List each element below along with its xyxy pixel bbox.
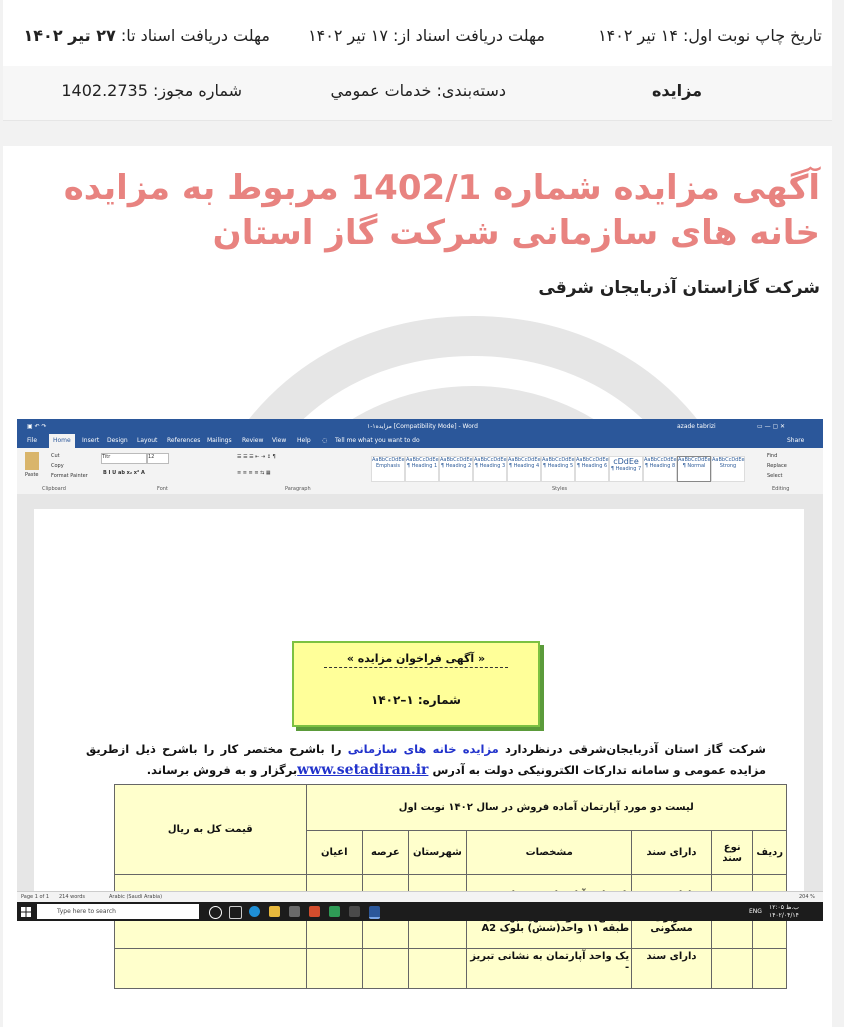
copy-button[interactable]: Copy xyxy=(51,463,64,469)
font-name-select[interactable]: Titr xyxy=(101,453,147,464)
meta-dates-row xyxy=(3,0,832,66)
replace-button[interactable]: Replace xyxy=(767,463,787,469)
row-build xyxy=(306,949,362,989)
style-strong[interactable] xyxy=(711,456,745,482)
article-card xyxy=(3,146,832,1027)
receive-until-value: ۲۷ تیر ۱۴۰۲ xyxy=(23,26,116,45)
para-part-2: را باشرح مختصر کار را باشرح ذیل ازطریق مزایده عمومی و سامانه تدارکات الکترونیکی دولت به آدرس xyxy=(86,742,766,777)
header-desc: مشخصات xyxy=(467,831,632,875)
cut-button[interactable]: Cut xyxy=(51,453,60,459)
meta-info-row xyxy=(3,66,832,120)
clipboard-group-label: Clipboard xyxy=(42,486,66,492)
windows-taskbar xyxy=(17,902,823,921)
row-city xyxy=(408,949,467,989)
format-painter-button[interactable]: Format Painter xyxy=(51,473,88,479)
article-subtitle: شرکت گازاستان آذربایجان شرقی xyxy=(538,278,820,298)
row-desc: یک واحد آپارتمان به نشانی تبریز - xyxy=(467,949,632,989)
tab-review[interactable]: Review xyxy=(242,437,264,444)
style-preview: AaBbCcDdEe xyxy=(440,457,473,463)
setadiran-link[interactable]: www.setadiran.ir xyxy=(297,762,429,778)
format-buttons[interactable]: B I U ab x₂ x² A xyxy=(103,470,145,476)
style-preview: AaBbCcDdEe xyxy=(712,457,745,463)
article-title: آگهی مزایده شماره 1402/1 مربوط به مزایده خانه های سازمانی شرکت گاز استان xyxy=(63,168,820,253)
style-name: ¶ Heading 8 xyxy=(644,463,676,469)
style-heading-3[interactable] xyxy=(473,456,507,482)
style-heading-2[interactable] xyxy=(439,456,473,482)
paste-button[interactable]: Paste xyxy=(25,472,39,478)
row-doc: دارای سند xyxy=(632,949,712,989)
word-count[interactable]: 214 words xyxy=(59,894,86,900)
notice-box-divider xyxy=(324,667,508,668)
paragraph-buttons[interactable]: ☰ ☰ ☰ ⇤ ⇥ ↕ ¶ xyxy=(237,454,276,460)
listing-table xyxy=(114,784,787,989)
auction-type: مزایده xyxy=(651,81,702,100)
tab-references[interactable]: References xyxy=(167,437,201,444)
notice-box xyxy=(292,641,540,727)
para-part-1: شرکت گاز استان آذربایجان‌شرقی درنظردارد xyxy=(504,742,766,756)
style-name: ¶ Heading 6 xyxy=(576,463,608,469)
header-land: عرصه xyxy=(362,831,408,875)
notice-box-title: « آگهی فراخوان مزایده » xyxy=(346,652,486,665)
paragraph-group-label: Paragraph xyxy=(285,486,311,492)
header-build: اعیان xyxy=(306,831,362,875)
font-size-select[interactable]: 12 xyxy=(147,453,169,464)
tab-layout[interactable]: Layout xyxy=(137,437,158,444)
ribbon-tabs xyxy=(17,434,823,448)
taskbar-search[interactable] xyxy=(37,904,199,919)
receive-until-date xyxy=(24,26,270,45)
style-heading-1[interactable] xyxy=(405,456,439,482)
row-desc: طبقه ۱۱ واحد(شش) بلوک A2 xyxy=(467,875,632,949)
category: دسته‌بندی: خدمات عمومي xyxy=(330,81,506,100)
taskbar-search-placeholder: Type here to search xyxy=(57,908,116,915)
para-part-3: برگزار و به فروش برساند. xyxy=(146,763,298,777)
style-preview: AaBbCcDdEe xyxy=(644,457,677,463)
table-row xyxy=(115,949,787,989)
auction-meta xyxy=(3,0,832,121)
save-icon: ▣ ↶ ↷ xyxy=(27,423,47,430)
row-index xyxy=(753,949,787,989)
word-titlebar xyxy=(17,419,823,434)
style-name: Strong xyxy=(719,463,737,469)
input-language[interactable]: ENG xyxy=(749,908,762,915)
style-name: ¶ Normal xyxy=(682,463,706,469)
header-index: ردیف xyxy=(753,831,787,875)
style-preview: AaBbCcDdEe xyxy=(474,457,507,463)
tell-me-search[interactable]: Tell me what you want to do xyxy=(335,437,420,444)
window-title: مزایده۱-۱ [Compatibility Mode] - Word xyxy=(367,423,478,430)
select-button[interactable]: Select xyxy=(767,473,783,479)
header-city: شهرستان xyxy=(408,831,467,875)
tab-view[interactable]: View xyxy=(272,437,287,444)
lightbulb-icon: ◌ xyxy=(322,437,328,444)
style-heading-4[interactable] xyxy=(507,456,541,482)
style-emphasis[interactable] xyxy=(371,456,405,482)
notice-paragraph xyxy=(86,739,766,781)
font-group-label: Font xyxy=(157,486,168,492)
row-type xyxy=(711,949,752,989)
row-land xyxy=(362,949,408,989)
style-heading-7[interactable] xyxy=(609,456,643,482)
price-header: قیمت کل به ریال xyxy=(115,785,307,875)
file-explorer-icon[interactable] xyxy=(269,906,280,917)
tab-design[interactable]: Design xyxy=(107,437,128,444)
style-preview: AaBbCcDdEe xyxy=(678,457,711,463)
receive-until-label: مهلت دریافت اسناد تا: xyxy=(120,26,270,45)
receive-from-date: مهلت دریافت اسناد از: ۱۷ تیر ۱۴۰۲ xyxy=(308,26,545,45)
style-name: ¶ Heading 2 xyxy=(440,463,472,469)
style-preview: AaBbCcDdEe xyxy=(576,457,609,463)
style-name: ¶ Heading 1 xyxy=(406,463,438,469)
style-normal[interactable] xyxy=(677,456,711,482)
find-button[interactable]: Find xyxy=(767,453,778,459)
style-heading-5[interactable] xyxy=(541,456,575,482)
styles-group-label: Styles xyxy=(552,486,568,492)
window-controls[interactable]: ▭ — ▢ ✕ xyxy=(757,423,786,430)
print-date: تاریخ چاپ نوبت اول: ۱۴ تیر ۱۴۰۲ xyxy=(598,26,822,45)
office-icon[interactable] xyxy=(309,906,320,917)
share-button[interactable]: Share xyxy=(787,437,805,444)
edge-icon[interactable] xyxy=(249,906,260,917)
style-name: ¶ Heading 5 xyxy=(542,463,574,469)
style-heading-6[interactable] xyxy=(575,456,609,482)
clock-date[interactable]: ۱۴۰۲/۰۴/۱۴ xyxy=(769,912,799,919)
style-preview: AaBbCcDdEe xyxy=(542,457,575,463)
para-highlight: مزایده خانه های سازمانی xyxy=(347,742,499,756)
notice-box-number: شماره: ۱–۱۴۰۲ xyxy=(371,693,461,707)
style-name: ¶ Heading 4 xyxy=(508,463,540,469)
tab-home[interactable]: Home xyxy=(49,434,75,448)
page-count[interactable]: Page 1 of 1 xyxy=(21,894,50,900)
app-icon-2[interactable] xyxy=(349,906,360,917)
ribbon-home xyxy=(17,448,823,495)
tab-mailings[interactable]: Mailings xyxy=(207,437,232,444)
align-buttons[interactable]: ≡ ≡ ≡ ≡ ⇆ ▦ xyxy=(237,470,271,476)
tab-file[interactable]: File xyxy=(27,437,38,444)
zoom-level[interactable]: 204 % xyxy=(799,894,815,900)
table-caption: لیست دو مورد آپارتمان آماده فروش در سال ۱۴۰۲ نوبت اول xyxy=(306,785,786,831)
paste-icon[interactable] xyxy=(25,452,39,470)
app-icon[interactable] xyxy=(329,906,340,917)
style-preview: cDdEe xyxy=(613,457,639,466)
style-preview: AaBbCcDdEe xyxy=(406,457,439,463)
tab-insert[interactable]: Insert xyxy=(82,437,100,444)
clock-time[interactable]: ۱۲:۰۵ ب.ظ xyxy=(769,904,799,911)
word-taskbar-icon[interactable] xyxy=(369,906,380,919)
header-doc: دارای سند xyxy=(632,831,712,875)
language[interactable]: Arabic (Saudi Arabia) xyxy=(109,894,163,900)
word-screenshot xyxy=(17,419,823,973)
style-heading-8[interactable] xyxy=(643,456,677,482)
style-preview: AaBbCcDdEe xyxy=(508,457,541,463)
style-preview: AaBbCcDdEe xyxy=(372,457,405,463)
tab-help[interactable]: Help xyxy=(297,437,311,444)
editing-group-label: Editing xyxy=(772,486,790,492)
license-number: شماره مجوز: 1402.2735 xyxy=(61,81,242,100)
row-doc: مسکونی xyxy=(632,875,712,949)
style-name: Emphasis xyxy=(375,463,401,469)
store-icon[interactable] xyxy=(289,906,300,917)
user-name: azade tabrizi xyxy=(677,423,716,430)
style-name: ¶ Heading 7 xyxy=(610,466,642,472)
row-price xyxy=(115,949,307,989)
cortana-icon[interactable] xyxy=(209,906,222,919)
task-view-icon[interactable] xyxy=(229,906,242,919)
style-name: ¶ Heading 3 xyxy=(474,463,506,469)
windows-start-icon[interactable] xyxy=(21,907,31,917)
header-type: نوع سند xyxy=(711,831,752,875)
